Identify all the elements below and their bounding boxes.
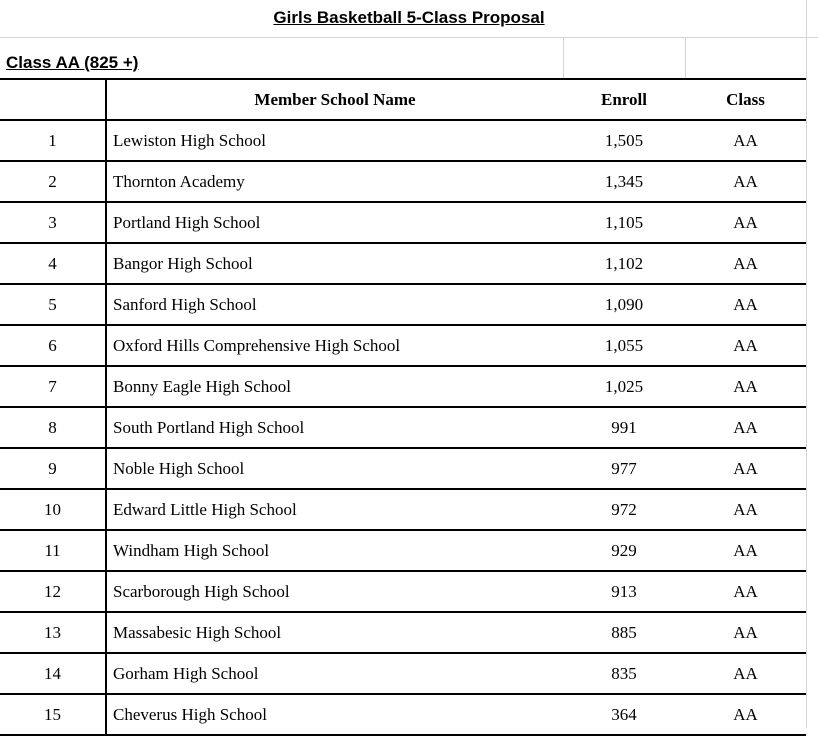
enrollment: 835 — [563, 653, 685, 694]
sheet-gridline — [685, 37, 686, 78]
table-row — [0, 571, 806, 612]
row-number: 5 — [0, 284, 106, 325]
school-name: South Portland High School — [106, 407, 563, 448]
table-row — [0, 161, 806, 202]
row-number: 15 — [0, 694, 106, 735]
table-row — [0, 202, 806, 243]
class-label: AA — [685, 161, 806, 202]
table-row — [0, 325, 806, 366]
class-heading: Class AA (825 +) — [6, 53, 139, 72]
row-number: 9 — [0, 448, 106, 489]
school-name: Windham High School — [106, 530, 563, 571]
class-label: AA — [685, 530, 806, 571]
table-row — [0, 653, 806, 694]
table-row — [0, 284, 806, 325]
row-number: 11 — [0, 530, 106, 571]
row-number: 2 — [0, 161, 106, 202]
table-row — [0, 407, 806, 448]
row-number: 10 — [0, 489, 106, 530]
enrollment: 913 — [563, 571, 685, 612]
school-name: Thornton Academy — [106, 161, 563, 202]
enrollment: 1,025 — [563, 366, 685, 407]
school-name: Scarborough High School — [106, 571, 563, 612]
sheet-gridline — [563, 37, 564, 78]
school-name: Cheverus High School — [106, 694, 563, 735]
school-name-column-header: Member School Name — [106, 79, 563, 120]
school-table — [0, 78, 806, 736]
enrollment: 1,102 — [563, 243, 685, 284]
enrollment: 364 — [563, 694, 685, 735]
class-label: AA — [685, 325, 806, 366]
table-row — [0, 448, 806, 489]
class-label: AA — [685, 243, 806, 284]
school-name: Bonny Eagle High School — [106, 366, 563, 407]
table-row — [0, 120, 806, 161]
class-label: AA — [685, 202, 806, 243]
row-number: 3 — [0, 202, 106, 243]
enrollment: 885 — [563, 612, 685, 653]
school-name: Oxford Hills Comprehensive High School — [106, 325, 563, 366]
school-name: Edward Little High School — [106, 489, 563, 530]
sheet-gridline — [806, 0, 807, 728]
table-row — [0, 489, 806, 530]
class-label: AA — [685, 120, 806, 161]
enrollment: 1,505 — [563, 120, 685, 161]
school-name: Gorham High School — [106, 653, 563, 694]
row-number: 14 — [0, 653, 106, 694]
school-name: Portland High School — [106, 202, 563, 243]
table-row — [0, 243, 806, 284]
class-label: AA — [685, 489, 806, 530]
class-label: AA — [685, 407, 806, 448]
enrollment: 991 — [563, 407, 685, 448]
document-title: Girls Basketball 5-Class Proposal — [273, 8, 545, 27]
row-number: 12 — [0, 571, 106, 612]
class-label: AA — [685, 612, 806, 653]
class-label: AA — [685, 571, 806, 612]
class-label: AA — [685, 284, 806, 325]
class-label: AA — [685, 366, 806, 407]
school-name: Sanford High School — [106, 284, 563, 325]
sheet-gridline — [0, 37, 818, 38]
row-number: 4 — [0, 243, 106, 284]
enrollment: 1,345 — [563, 161, 685, 202]
enrollment: 972 — [563, 489, 685, 530]
enrollment: 929 — [563, 530, 685, 571]
school-name: Massabesic High School — [106, 612, 563, 653]
enroll-column-header: Enroll — [563, 79, 685, 120]
class-column-header: Class — [685, 79, 806, 120]
class-label: AA — [685, 694, 806, 735]
school-name: Lewiston High School — [106, 120, 563, 161]
class-label: AA — [685, 653, 806, 694]
table-row — [0, 694, 806, 735]
row-number: 13 — [0, 612, 106, 653]
number-column-header — [0, 79, 106, 120]
table-header-row — [0, 79, 806, 120]
table-row — [0, 530, 806, 571]
table-row — [0, 612, 806, 653]
row-number: 6 — [0, 325, 106, 366]
table-row — [0, 366, 806, 407]
school-name: Noble High School — [106, 448, 563, 489]
enrollment: 1,055 — [563, 325, 685, 366]
row-number: 8 — [0, 407, 106, 448]
row-number: 7 — [0, 366, 106, 407]
school-name: Bangor High School — [106, 243, 563, 284]
class-label: AA — [685, 448, 806, 489]
enrollment: 1,105 — [563, 202, 685, 243]
enrollment: 1,090 — [563, 284, 685, 325]
enrollment: 977 — [563, 448, 685, 489]
row-number: 1 — [0, 120, 106, 161]
